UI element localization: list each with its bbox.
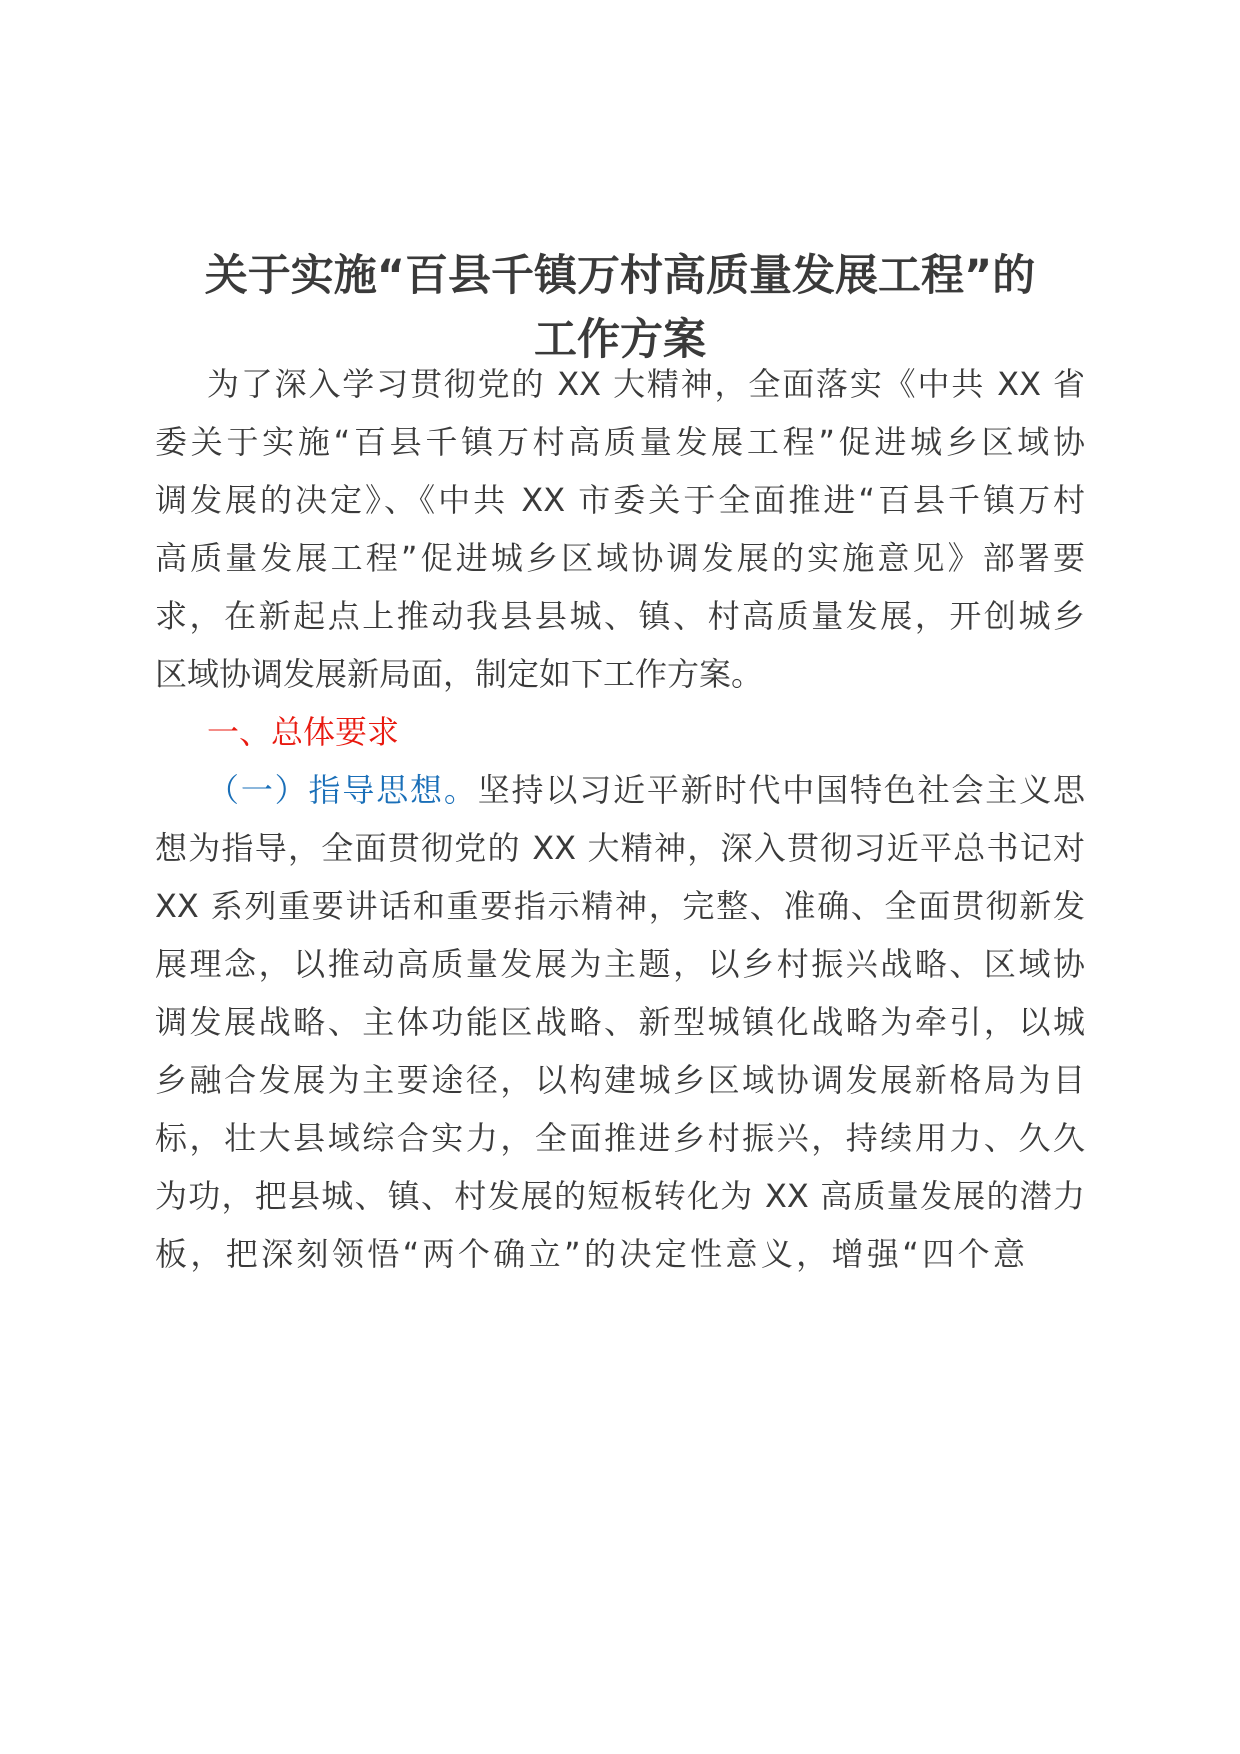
subsection-first-line [207,768,1085,812]
body-line: 为功，把县城、镇、村发展的短板转化为 XX 高质量发展的潜力 [155,1177,1085,1215]
body-line: 板，把深刻领悟“两个确立”的决定性意义，增强“四个意 [155,1235,1025,1273]
intro-line: 委关于实施“百县千镇万村高质量发展工程”促进城乡区域协 [155,423,1085,461]
document-title-line-1: 关于实施“百县千镇万村高质量发展工程”的 [204,251,1036,301]
intro-line: 求，在新起点上推动我县县城、镇、村高质量发展，开创城乡 [155,597,1085,635]
section-heading: 一、总体要求 [207,713,400,751]
body-line: 标，壮大县域综合实力，全面推进乡村振兴，持续用力、久久 [155,1119,1085,1157]
subsection-label: （一）指导思想。 [207,771,478,809]
body-line: 调发展战略、主体功能区战略、新型城镇化战略为牵引，以城 [155,1003,1085,1041]
intro-line: 高质量发展工程”促进城乡区域协调发展的实施意见》部署要 [155,539,1085,577]
body-line: 展理念，以推动高质量发展为主题，以乡村振兴战略、区域协 [155,945,1085,983]
document-title-line-2: 工作方案 [534,315,706,365]
intro-line: 为了深入学习贯彻党的 XX 大精神，全面落实《中共 XX 省 [207,365,1085,403]
body-line: 乡融合发展为主要途径，以构建城乡区域协调发展新格局为目 [155,1061,1085,1099]
body-line: XX 系列重要讲话和重要指示精神，完整、准确、全面贯彻新发 [155,887,1085,925]
subsection-text: 坚持以习近平新时代中国特色社会主义思 [477,771,1085,809]
intro-line: 区域协调发展新局面，制定如下工作方案。 [155,655,764,693]
intro-line: 调发展的决定》、《中共 XX 市委关于全面推进“百县千镇万村 [155,481,1085,519]
body-line: 想为指导，全面贯彻党的 XX 大精神，深入贯彻习近平总书记对 [155,829,1085,867]
